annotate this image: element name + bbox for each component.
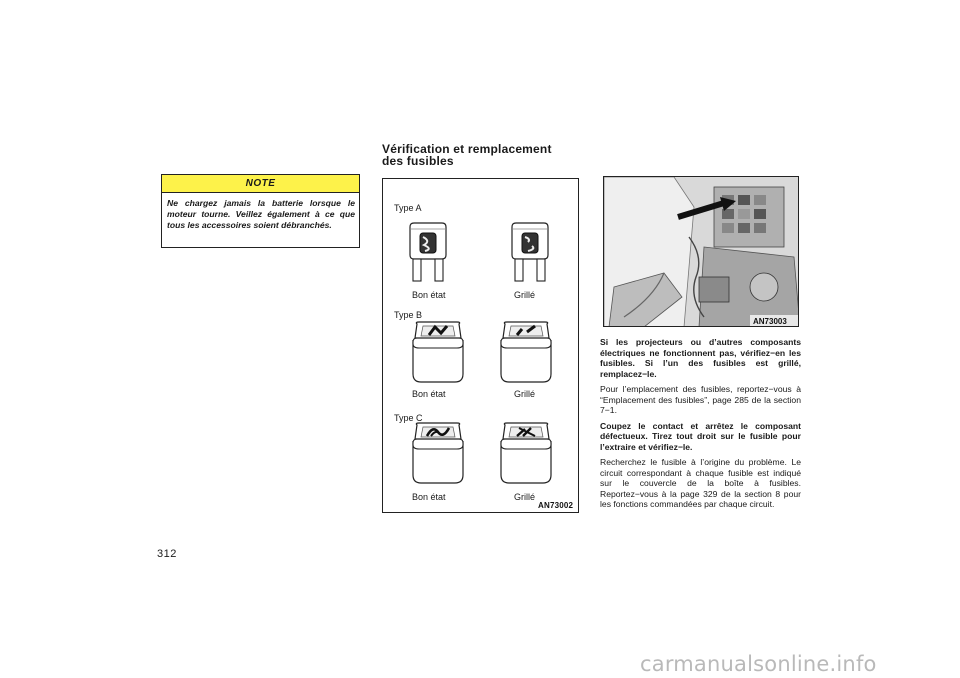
- body-paragraph-2: Pour l’emplacement des fusibles, reportez−vous à “Emplacement des fusibles”, page 285 de la section 7−1.: [600, 384, 801, 415]
- note-text: Ne chargez jamais la batterie lorsque le moteur tourne. Veillez également à ce que tous les accessoires soient débranchés.: [167, 198, 355, 230]
- type-a-label: Type A: [394, 203, 422, 213]
- body-text: [600, 337, 801, 515]
- blade-fuse-good-icon: [407, 221, 449, 283]
- type-b-blown-label: Grillé: [514, 389, 536, 399]
- type-b-label: Type B: [394, 310, 423, 320]
- engine-photo: [603, 176, 799, 327]
- cartridge-fuse-c-good-icon: [409, 421, 467, 487]
- section-title-line-1: Vérification et remplacement: [382, 142, 552, 156]
- note-heading: NOTE: [162, 175, 359, 193]
- body-paragraph-1: Si les projecteurs ou d’autres composants électriques ne fonctionnent pas, vérifiez−en les fusibles. Si l’un des fusibles est grillé, remplacez−le.: [600, 337, 801, 379]
- note-box: [161, 174, 360, 248]
- cartridge-fuse-blown-icon: [497, 320, 555, 386]
- fuse-figure-code: AN73002: [538, 501, 574, 510]
- type-a-good-label: Bon état: [412, 290, 446, 300]
- blade-fuse-blown-icon: [509, 221, 551, 283]
- fuse-figure: [382, 178, 579, 513]
- cartridge-fuse-good-icon: [409, 320, 467, 386]
- watermark: carmanualsonline.info: [640, 652, 877, 676]
- cartridge-fuse-c-blown-icon: [497, 421, 555, 487]
- section-title: [382, 143, 582, 167]
- type-a-blown-label: Grillé: [514, 290, 536, 300]
- body-paragraph-3: Coupez le contact et arrêtez le composant défectueux. Tirez tout droit sur le fusible pour l’extraire et vérifiez−le.: [600, 420, 801, 452]
- type-c-blown-label: Grillé: [514, 492, 536, 502]
- type-c-label: Type C: [394, 413, 423, 423]
- type-b-good-label: Bon état: [412, 389, 446, 399]
- photo-code: AN73003: [753, 317, 787, 326]
- body-paragraph-4: Recherchez le fusible à l’origine du problème. Le circuit correspondant à chaque fusible est indiqué sur le couvercle de la boîte à fusibles. Reportez−vous à la page 329 de la section 8 pour les fonctions commandées par chaque circuit.: [600, 457, 801, 509]
- engine-compartment-photo: [604, 177, 799, 327]
- type-c-good-label: Bon état: [412, 492, 446, 502]
- page-number: 312: [157, 548, 177, 560]
- section-title-line-2: des fusibles: [382, 154, 454, 168]
